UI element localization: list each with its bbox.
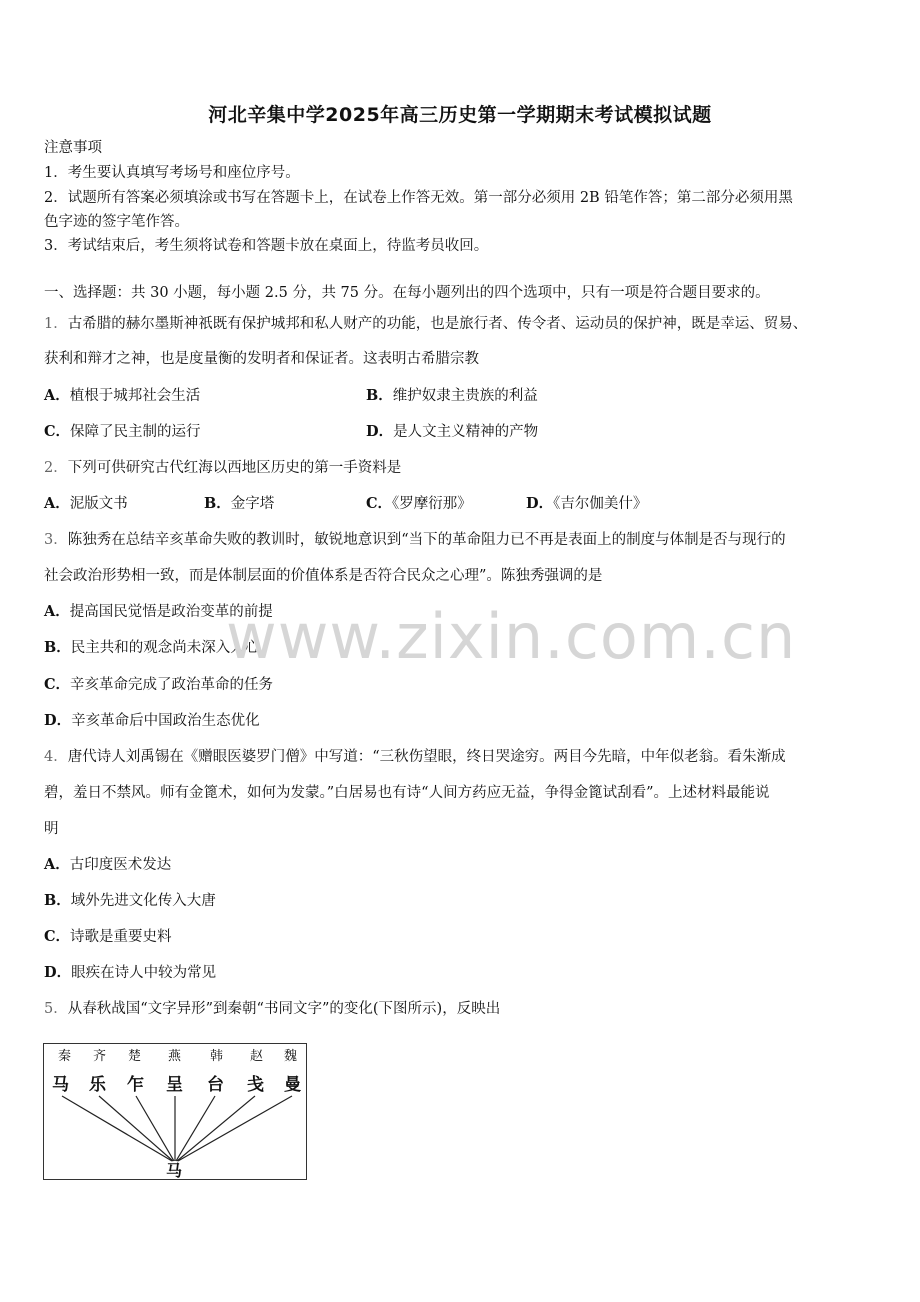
variant-glyph-zhao: 戋 xyxy=(247,1075,264,1095)
question-text: 从春秋战国“文字异形”到秦朝“书同文字”的变化(下图所示)，反映出 xyxy=(67,1001,501,1017)
question-number: 2． xyxy=(44,460,68,476)
q3-option-b: B．民主共和的观念尚未深入人心 xyxy=(44,639,260,656)
q1-option-c: C．保障了民主制的运行 xyxy=(44,423,201,440)
question-text: 下列可供研究古代红海以西地区历史的第一手资料是 xyxy=(67,460,402,476)
question-number: 1． xyxy=(44,316,68,332)
convergence-lines xyxy=(62,1096,292,1161)
question-4-line-3: 明 xyxy=(44,821,59,837)
question-2-line-1 xyxy=(44,457,880,479)
question-3-line-1 xyxy=(44,529,880,551)
question-4-line-1 xyxy=(44,746,880,768)
state-label-wei: 魏 xyxy=(284,1049,298,1064)
question-5-line-1 xyxy=(44,998,880,1020)
q2-option-c: C．《罗摩衍那》 xyxy=(366,495,472,512)
q4-option-d: D．眼疾在诗人中较为常见 xyxy=(44,964,217,981)
question-text: 陈独秀在总结辛亥革命失败的教训时，敏锐地意识到“当下的革命阻力已不再是表面上的制度与体制是否与现行的 xyxy=(67,532,786,548)
q2-option-a: A．泥版文书 xyxy=(44,495,128,512)
watermark: www.zixin.com.cn xyxy=(226,600,797,673)
q3-option-c: C．辛亥革命完成了政治革命的任务 xyxy=(44,676,274,693)
state-label-yan: 燕 xyxy=(168,1049,182,1064)
notice-item-3: 3．考试结束后，考生须将试卷和答题卡放在桌面上，待监考员收回。 xyxy=(44,238,489,254)
question-number: 3． xyxy=(44,532,68,548)
variant-glyph-chu: 乍 xyxy=(127,1075,144,1095)
q4-option-c: C．诗歌是重要史料 xyxy=(44,928,172,945)
state-label-chu: 楚 xyxy=(128,1049,142,1064)
question-number: 5． xyxy=(44,1001,68,1017)
state-label-zhao: 赵 xyxy=(250,1049,264,1064)
page-title: 河北辛集中学2025年高三历史第一学期期末考试模拟试题 xyxy=(208,104,712,126)
q4-option-b: B．域外先进文化传入大唐 xyxy=(44,892,216,909)
question-3-line-2: 社会政治形势相一致，而是体制层面的价值体系是否符合民众之心理”。陈独秀强调的是 xyxy=(44,568,603,584)
q4-option-a: A．古印度医术发达 xyxy=(44,856,172,873)
variant-glyph-han: 台 xyxy=(207,1075,224,1095)
q3-option-d: D．辛亥革命后中国政治生态优化 xyxy=(44,712,260,729)
variant-glyph-yan: 呈 xyxy=(166,1075,183,1095)
q2-option-d: D．《吉尔伽美什》 xyxy=(526,495,648,512)
section-heading: 一、选择题：共 30 小题，每小题 2.5 分，共 75 分。在每小题列出的四个选项中，只有一项是符合题目要求的。 xyxy=(44,285,770,301)
script-unification-figure xyxy=(43,1043,307,1180)
unified-glyph: 马 xyxy=(166,1161,183,1178)
state-label-qin: 秦 xyxy=(58,1049,72,1064)
q2-option-b: B．金字塔 xyxy=(204,495,275,512)
q1-option-a: A．植根于城邦社会生活 xyxy=(44,387,201,404)
notice-item-2-cont: 色字迹的签字笔作答。 xyxy=(44,214,189,230)
variant-glyph-wei: 曼 xyxy=(284,1075,301,1095)
state-label-qi: 齐 xyxy=(93,1049,107,1064)
figure-diagram xyxy=(44,1044,305,1178)
q1-option-b: B．维护奴隶主贵族的利益 xyxy=(366,387,538,404)
variant-glyph-qi: 乐 xyxy=(89,1075,106,1095)
question-1-line-1 xyxy=(44,313,880,335)
question-text: 唐代诗人刘禹锡在《赠眼医婆罗门僧》中写道：“三秋伤望眼，终日哭途穷。两目今先暗，中年似老翁。看朱渐成 xyxy=(67,749,786,765)
q1-option-d: D．是人文主义精神的产物 xyxy=(366,423,539,440)
state-label-han: 韩 xyxy=(210,1049,224,1064)
variant-glyph-qin: 马 xyxy=(52,1075,69,1095)
question-1-line-2: 获利和辩才之神，也是度量衡的发明者和保证者。这表明古希腊宗教 xyxy=(44,351,479,367)
question-4-line-2: 碧，羞日不禁风。师有金篦术，如何为发蒙。”白居易也有诗“人间方药应无益，争得金篦试刮看”。上述材料最能说 xyxy=(44,785,770,801)
notice-item-2: 2．试题所有答案必须填涂或书写在答题卡上，在试卷上作答无效。第一部分必须用 2B 铅笔作答；第二部分必须用黑 xyxy=(44,190,793,206)
question-number: 4． xyxy=(44,749,68,765)
notice-item-1: 1．考生要认真填写考场号和座位序号。 xyxy=(44,165,300,181)
notice-heading: 注意事项 xyxy=(44,140,102,156)
question-text: 古希腊的赫尔墨斯神祇既有保护城邦和私人财产的功能，也是旅行者、传令者、运动员的保护神，既是幸运、贸易、 xyxy=(67,316,808,332)
q3-option-a: A．提高国民觉悟是政治变革的前提 xyxy=(44,603,273,620)
